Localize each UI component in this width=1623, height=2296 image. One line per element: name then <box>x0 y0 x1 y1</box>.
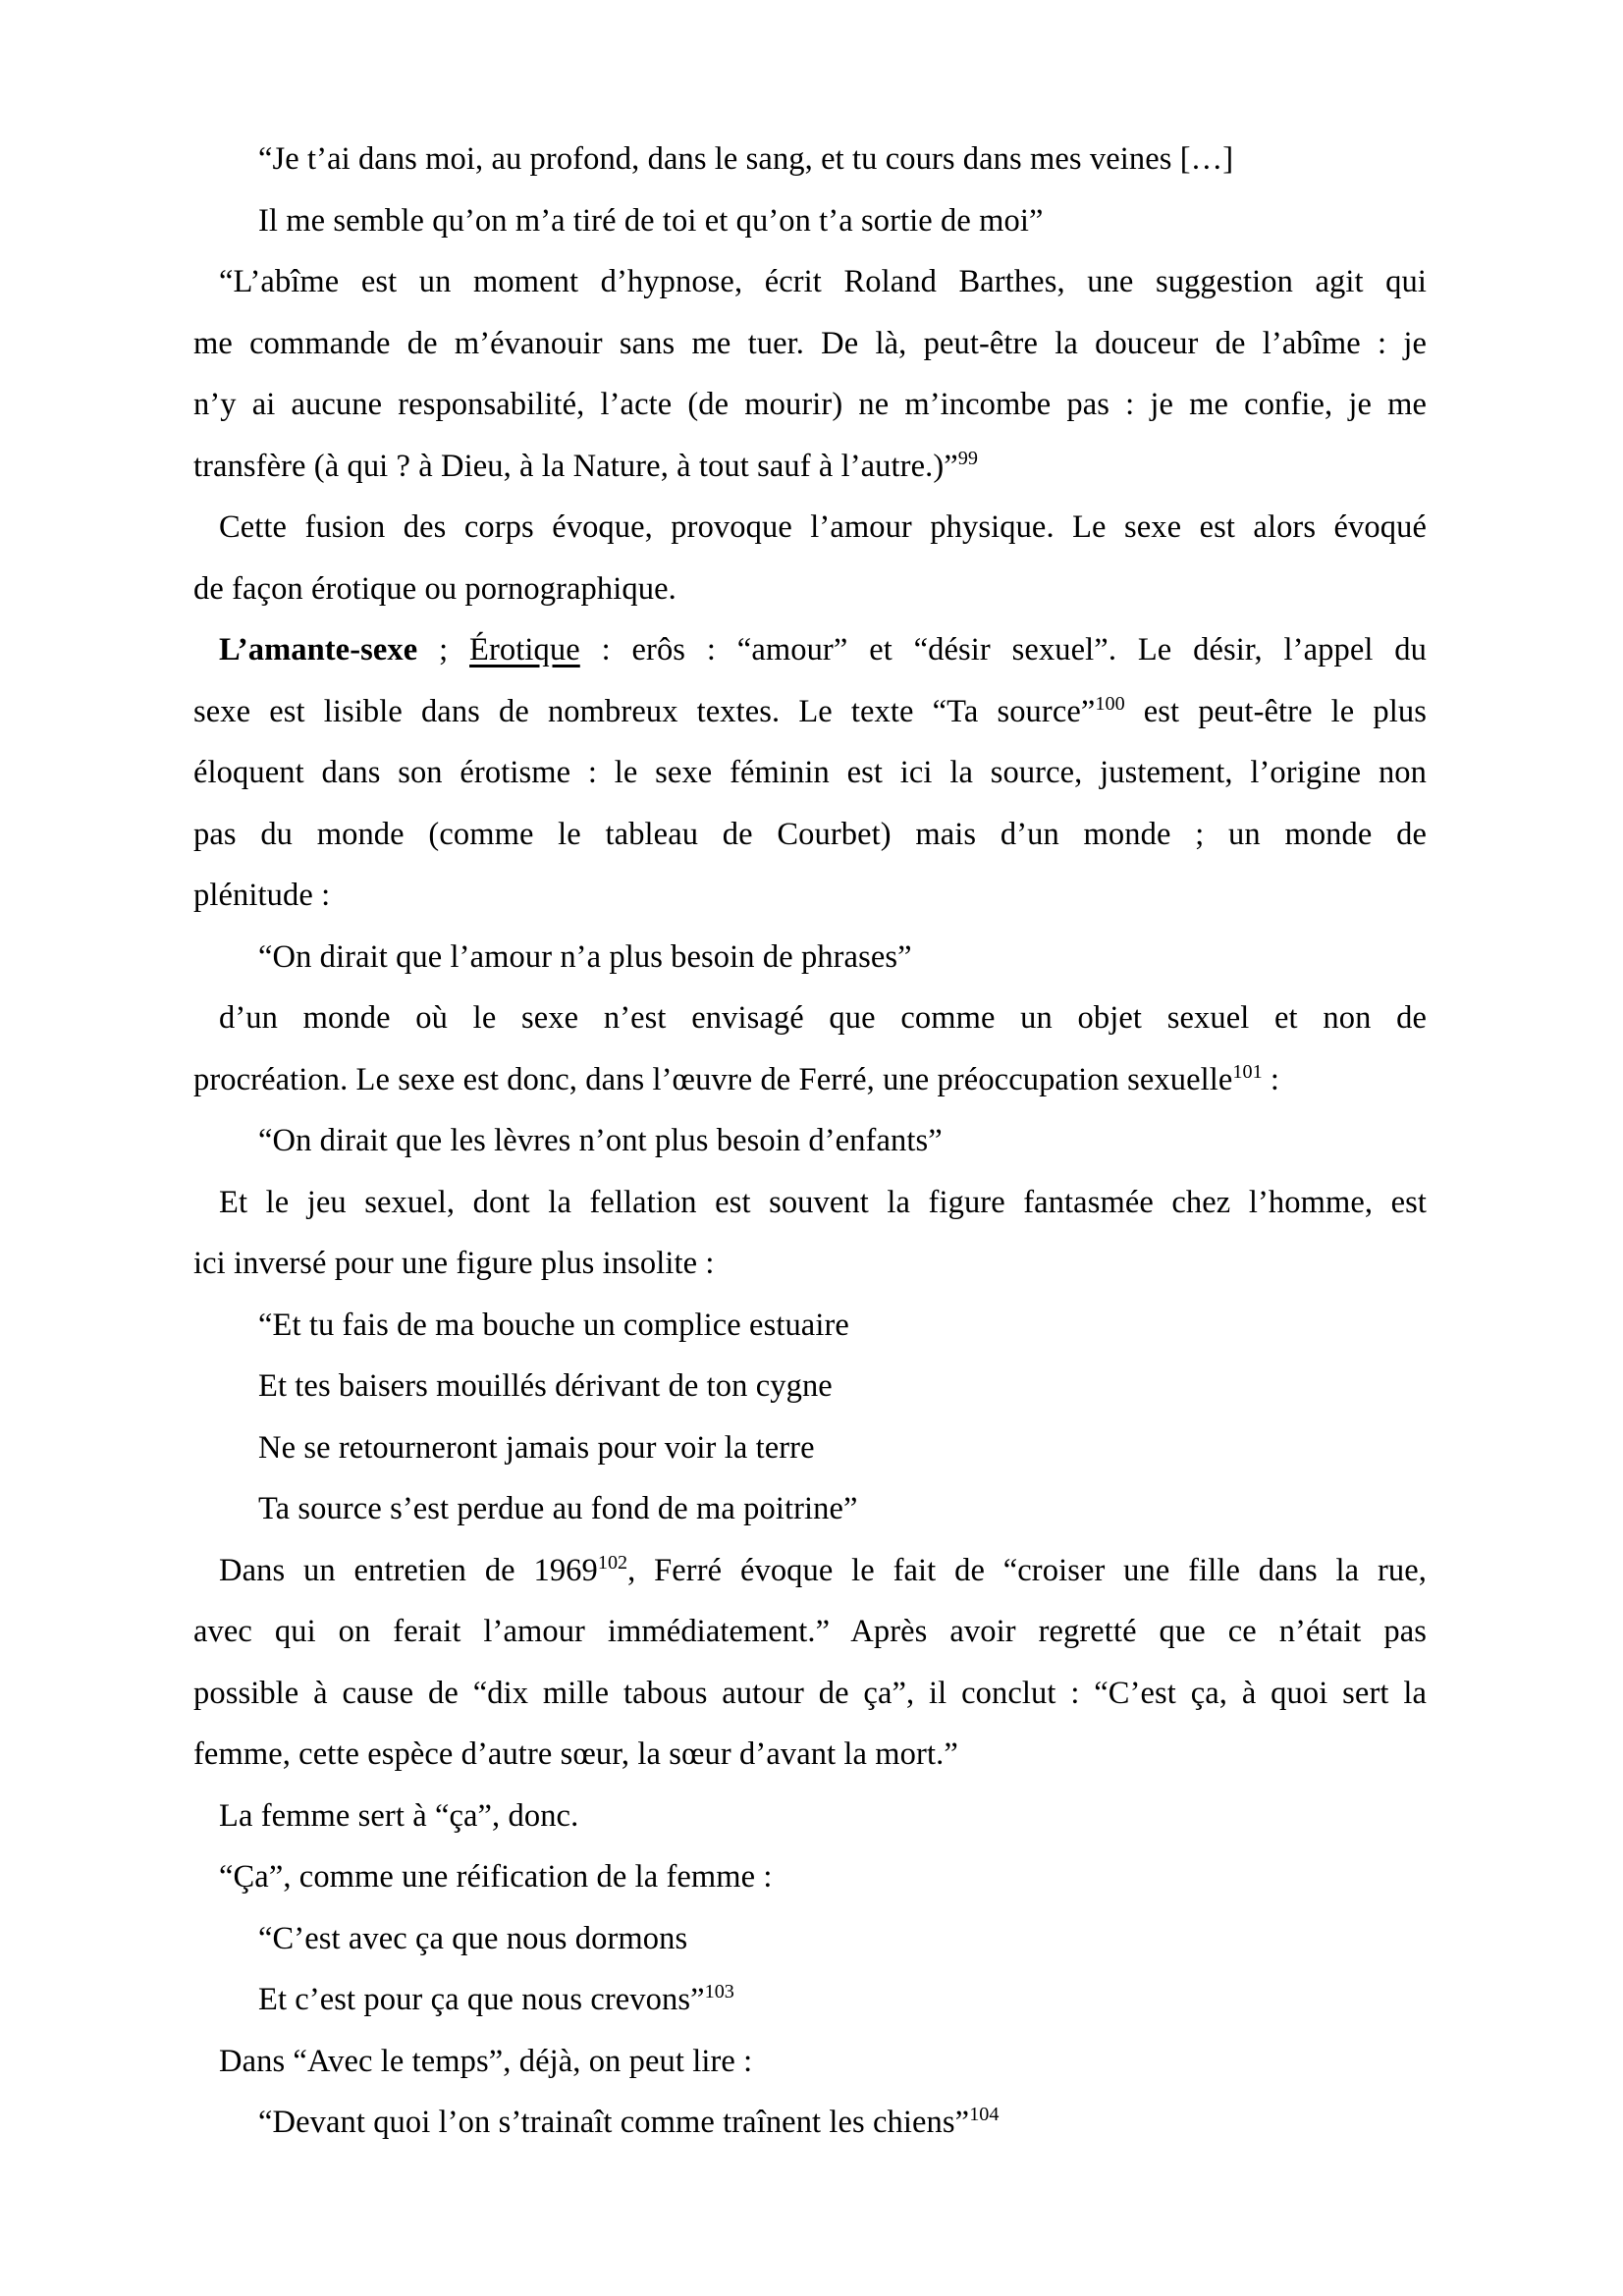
text-segment: pas du monde (comme le tableau de Courbet) mais d’un monde ; un monde de <box>193 816 1427 852</box>
text-line <box>193 129 1427 190</box>
text-segment: “Devant quoi l’on s’trainaît comme traînent les chiens” <box>258 2105 970 2140</box>
text-segment: Et c’est pour ça que nous crevons” <box>258 1982 705 2017</box>
text-line <box>193 1478 1427 1540</box>
text-segment-underline: Érotique <box>469 632 580 667</box>
text-line <box>193 619 1427 681</box>
text-line <box>193 742 1427 804</box>
text-line <box>193 1233 1427 1295</box>
text-line <box>193 1663 1427 1725</box>
text-segment: ; <box>417 632 470 667</box>
text-segment: d’un monde où le sexe n’est envisagé que comme un objet sexuel et non de <box>219 1000 1427 1036</box>
text-line <box>193 804 1427 866</box>
text-line <box>193 251 1427 313</box>
text-segment: Il me semble qu’on m’a tiré de toi et qu’on t’a sortie de moi” <box>258 202 1044 239</box>
text-segment: Dans un entretien de 1969 <box>219 1552 598 1588</box>
text-segment: : erôs : “amour” et “désir sexuel”. Le désir, l’appel du <box>579 632 1427 667</box>
text-line <box>193 1172 1427 1234</box>
text-segment: me commande de m’évanouir sans me tuer. De là, peut-être la douceur de l’abîme : je <box>193 325 1427 361</box>
text-line <box>193 988 1427 1049</box>
text-segment: plénitude : <box>193 878 331 913</box>
text-segment: de façon érotique ou pornographique. <box>193 570 676 607</box>
text-segment: , Ferré évoque le fait de “croiser une fille dans la rue, <box>627 1552 1427 1588</box>
text-segment: Cette fusion des corps évoque, provoque l’amour physique. Le sexe est alors évoqué <box>219 509 1427 545</box>
text-line <box>193 374 1427 436</box>
text-line <box>193 559 1427 620</box>
text-line <box>193 927 1427 988</box>
text-line <box>193 190 1427 252</box>
text-segment: transfère (à qui ? à Dieu, à la Nature, à tout sauf à l’autre.)” <box>193 448 958 484</box>
text-segment: éloquent dans son érotisme : le sexe féminin est ici la source, justement, l’origine non <box>193 755 1427 790</box>
text-segment-bold: L’amante-sexe <box>219 632 418 667</box>
footnote-reference: 103 <box>704 1981 734 2003</box>
text-segment: n’y ai aucune responsabilité, l’acte (de mourir) ne m’incombe pas : je me confie, je me <box>193 387 1427 422</box>
text-segment: ici inversé pour une figure plus insolite : <box>193 1246 715 1281</box>
text-segment: “C’est avec ça que nous dormons <box>258 1920 688 1956</box>
text-line <box>193 681 1427 743</box>
text-segment: Dans “Avec le temps”, déjà, on peut lire : <box>219 2043 753 2079</box>
text-block <box>193 129 1427 2154</box>
text-segment: “Ça”, comme une réification de la femme : <box>219 1859 773 1895</box>
text-line <box>193 1969 1427 2031</box>
text-segment: “On dirait que l’amour n’a plus besoin de phrases” <box>258 938 912 975</box>
text-segment: Et le jeu sexuel, dont la fellation est souvent la figure fantasmée chez l’homme, est <box>219 1184 1427 1220</box>
text-line <box>193 313 1427 375</box>
text-segment: “L’abîme est un moment d’hypnose, écrit Roland Barthes, une suggestion agit qui <box>219 264 1427 299</box>
footnote-reference: 100 <box>1095 692 1125 715</box>
text-segment: Ne se retourneront jamais pour voir la terre <box>258 1429 815 1466</box>
footnote-reference: 102 <box>597 1551 628 1574</box>
text-line <box>193 2031 1427 2093</box>
text-line <box>193 1540 1427 1602</box>
text-line <box>193 1110 1427 1172</box>
text-segment: “Et tu fais de ma bouche un complice estuaire <box>258 1307 849 1343</box>
text-segment: possible à cause de “dix mille tabous autour de ça”, il conclut : “C’est ça, à quoi sert la <box>193 1675 1427 1711</box>
text-line <box>193 1049 1427 1111</box>
text-line <box>193 2092 1427 2154</box>
footnote-reference: 104 <box>969 2104 1000 2126</box>
text-line <box>193 1601 1427 1663</box>
text-segment: “Je t’ai dans moi, au profond, dans le sang, et tu cours dans mes veines […] <box>258 141 1234 177</box>
text-line <box>193 1295 1427 1357</box>
text-segment: avec qui on ferait l’amour immédiatement.” Après avoir regretté que ce n’était pas <box>193 1614 1427 1649</box>
text-segment: Et tes baisers mouillés dérivant de ton cygne <box>258 1368 833 1404</box>
text-segment: sexe est lisible dans de nombreux textes. Le texte “Ta source” <box>193 693 1096 729</box>
text-line <box>193 436 1427 498</box>
text-segment: : <box>1262 1061 1279 1097</box>
text-line <box>193 497 1427 559</box>
text-segment: femme, cette espèce d’autre sœur, la sœur d’avant la mort.” <box>193 1736 958 1772</box>
text-line <box>193 1846 1427 1908</box>
text-line <box>193 1908 1427 1970</box>
text-segment: La femme sert à “ça”, donc. <box>219 1797 579 1834</box>
text-line <box>193 1356 1427 1417</box>
footnote-reference: 99 <box>957 447 978 469</box>
text-line <box>193 1417 1427 1479</box>
text-line <box>193 1786 1427 1847</box>
text-segment: “On dirait que les lèvres n’ont plus besoin d’enfants” <box>258 1123 943 1158</box>
text-segment: procréation. Le sexe est donc, dans l’œuvre de Ferré, une préoccupation sexuelle <box>193 1061 1233 1097</box>
text-line <box>193 1724 1427 1786</box>
footnote-reference: 101 <box>1232 1060 1263 1083</box>
text-segment: est peut-être le plus <box>1124 693 1427 729</box>
text-line <box>193 865 1427 927</box>
text-segment: Ta source s’est perdue au fond de ma poitrine” <box>258 1491 858 1526</box>
